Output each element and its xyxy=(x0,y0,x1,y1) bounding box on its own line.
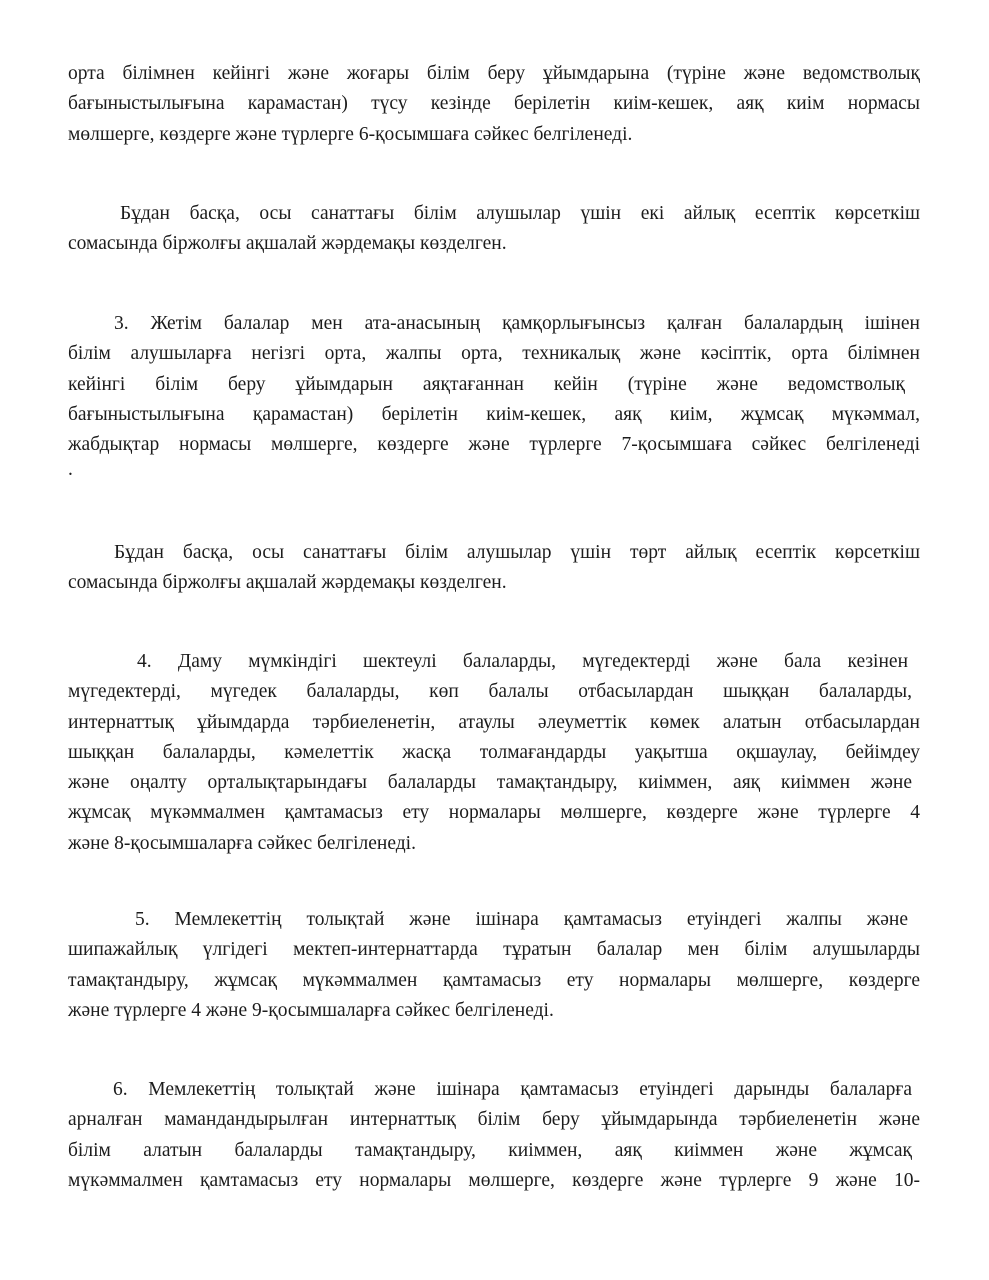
text-line: шипажайлық үлгідегі мектеп-интернаттарда тұратын балалар мен білім алушыларды xyxy=(68,939,920,961)
text-line: сомасында біржолғы ақшалай жәрдемақы көзделген. xyxy=(68,233,507,255)
text-line: бағыныстылығына карамастан) түсу кезінде берілетін киім-кешек, аяқ киім нормасы xyxy=(68,93,920,115)
text-line: орта білімнен кейінгі және жоғары білім беру ұйымдарына (түріне және ведомстволық xyxy=(68,63,920,84)
paragraph-item-5 xyxy=(68,905,920,1026)
text-line: Бұдан басқа, осы санаттағы білім алушылар үшін екі айлық есептік көрсеткіш xyxy=(120,203,920,224)
text-line: 5. Мемлекеттің толықтай және ішінара қамтамасыз етуіндегі жалпы және xyxy=(135,909,908,930)
text-line: мүкәммалмен қамтамасыз ету нормалары мөлшерге, көздерге және түрлерге 9 және 10- xyxy=(68,1169,920,1191)
text-line: мөлшерге, көздерге және түрлерге 6-қосымшаға сәйкес белгіленеді. xyxy=(68,123,633,145)
text-line: 4. Даму мүмкіндігі шектеулі балаларды, мүгедектерді және бала кезінен xyxy=(137,651,908,672)
paragraph-item-4 xyxy=(68,647,920,859)
text-line: тамақтандыру, жұмсақ мүкәммалмен қамтамасыз ету нормалары мөлшерге, көздерге xyxy=(68,969,920,991)
paragraph-item-6 xyxy=(68,1075,920,1196)
text-line: білім алатын балаларды тамақтандыру, киіммен, аяқ киіммен және жұмсақ xyxy=(68,1139,912,1161)
text-line: кейінгі білім беру ұйымдарын аяқтағаннан кейін (түріне және ведомстволық xyxy=(68,373,905,395)
text-line: 6. Мемлекеттің толықтай және ішінара қамтамасыз етуіндегі дарынды балаларға xyxy=(113,1079,912,1100)
paragraph-benefit-four-mci xyxy=(68,538,920,599)
paragraph-benefit-two-mci xyxy=(68,199,920,260)
text-line: интернаттық ұйымдарда тәрбиеленетін, атаулы әлеуметтік көмек алатын отбасылардан xyxy=(68,711,920,733)
trailing-period: . xyxy=(68,459,73,481)
text-line: білім алушыларға негізгі орта, жалпы орта, техникалық және кәсіптік, орта білімнен xyxy=(68,343,920,365)
text-line: шыққан балаларды, кәмелеттік жасқа толмағандарды уақытша оқшаулау, бейімдеу xyxy=(68,741,920,763)
paragraph-continuation xyxy=(68,59,920,150)
text-line: және 8-қосымшаларға сәйкес белгіленеді. xyxy=(68,832,416,854)
text-line: 3. Жетім балалар мен ата-анасының қамқорлығынсыз қалған балалардың ішінен xyxy=(114,313,920,334)
paragraph-item-3 xyxy=(68,309,920,480)
text-line: және оңалту орталықтарындағы балаларды тамақтандыру, киіммен, аяқ киіммен және xyxy=(68,772,912,794)
text-line: мүгедектерді, мүгедек балаларды, көп балалы отбасылардан шыққан балаларды, xyxy=(68,681,912,703)
text-line: жабдықтар нормасы мөлшерге, көздерге және түрлерге 7-қосымшаға сәйкес белгіленеді xyxy=(68,434,920,456)
text-line: және түрлерге 4 және 9-қосымшаларға сәйкес белгіленеді. xyxy=(68,999,554,1021)
text-line: сомасында біржолғы ақшалай жәрдемақы көзделген. xyxy=(68,572,507,594)
text-line: жұмсақ мүкәммалмен қамтамасыз ету нормалары мөлшерге, көздерге және түрлерге 4 xyxy=(68,802,920,824)
text-line: арналған мамандандырылған интернаттық білім беру ұйымдарында тәрбиеленетін және xyxy=(68,1109,920,1131)
text-line: Бұдан басқа, осы санаттағы білім алушылар үшін төрт айлық есептік көрсеткіш xyxy=(114,542,920,563)
text-line: бағыныстылығына қарамастан) берілетін киім-кешек, аяқ киім, жұмсақ мүкәммал, xyxy=(68,403,920,425)
